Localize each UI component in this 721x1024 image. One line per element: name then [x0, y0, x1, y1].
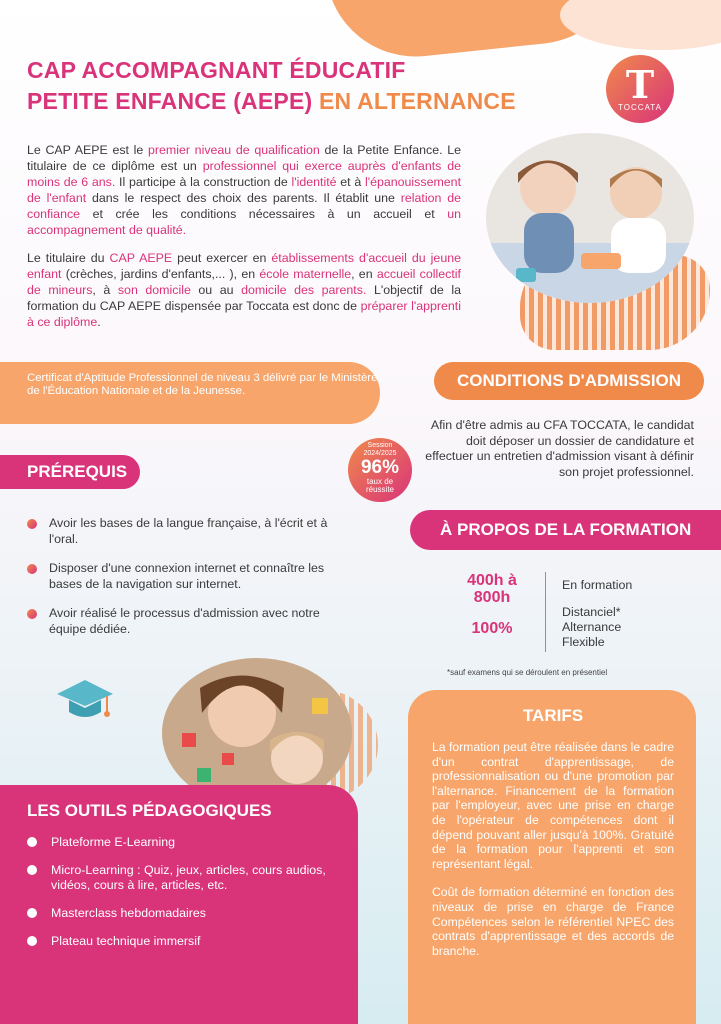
paragraph-segment: CAP AEPE [109, 251, 173, 265]
badge-session: Session [367, 442, 393, 449]
tarifs-title: TARIFS [522, 706, 584, 725]
paragraph-segment: l'épanouissement de l'enfant [27, 175, 462, 205]
paragraph-segment: L'objectif de la formation du CAP AEPE dispensée par Toccata est donc de [27, 283, 461, 313]
intro-paragraph-1 [27, 142, 461, 238]
tarifs-paragraph-1: La formation peut être réalisée dans le cadre d'un contrat d'apprentissage, de professionnalisation ou d'une promotion par l'alternance. Financement de la formation par l'employeur, avec une prise en charge de l'opérateur de compétences dont il dépend pouvant aller jusqu'à 100%. Gratuité de la formation pour l'apprenti et son représentant légal. [432, 740, 674, 871]
footnote: *sauf examens qui se déroulent en présentiel [447, 668, 608, 677]
percent-value: 100% [471, 620, 513, 637]
paragraph-segment: dans le respect des choix des parents. Il établit une [86, 191, 401, 205]
hours-value [452, 572, 532, 606]
paragraph-segment: (crèches, jardins d'enfants,... ), en [61, 267, 260, 281]
outils-title: LES OUTILS PÉDAGOGIQUES [27, 801, 272, 820]
paragraph-segment: ou au [190, 283, 242, 297]
prerequis-item-text: Avoir les bases de la langue française, à l'écrit et à l'oral. [49, 516, 328, 546]
list-item [27, 516, 347, 547]
prerequis-item-text: Disposer d'une connexion internet et connaître les bases de la navigation sur internet. [49, 561, 325, 591]
paragraph-segment: et à [336, 175, 365, 189]
badge-years: 2024/2025 [363, 450, 397, 457]
paragraph-segment: école maternelle [259, 267, 352, 281]
paragraph-segment: et crée les conditions nécessaires à un accueil et [80, 207, 448, 221]
page-title-line2 [27, 88, 516, 115]
mode-item: Flexible [562, 635, 605, 649]
logo-name: TOCCATA [618, 102, 662, 112]
outil-item-text: Plateforme E-Learning [51, 835, 175, 849]
paragraph-segment: l'identité [291, 175, 337, 189]
paragraph-segment: Le titulaire du [27, 251, 110, 265]
modes-list [562, 605, 621, 650]
children-photo [486, 133, 694, 303]
outil-item-text: Plateau technique immersif [51, 934, 201, 948]
paragraph-segment: relation de confiance [27, 191, 461, 221]
list-item [27, 934, 351, 949]
prerequis-list [27, 516, 347, 651]
paragraph-segment: accueil collectif de mineurs [27, 267, 461, 297]
toccata-logo [606, 55, 674, 123]
hours-line1: 400h à [467, 572, 517, 589]
bullet-icon [27, 837, 37, 847]
outil-item-text: Masterclass hebdomadaires [51, 906, 206, 920]
conditions-title: CONDITIONS D'ADMISSION [434, 362, 704, 400]
paragraph-segment: premier niveau de qualification [148, 143, 320, 157]
bullet-icon [27, 564, 37, 574]
badge-rate: 96% [360, 457, 400, 478]
paragraph-segment: , à [92, 283, 118, 297]
paragraph-segment: de la Petite Enfance. Le titulaire de ce diplôme est un [27, 143, 462, 173]
logo-glyph: T [625, 61, 655, 107]
bullet-icon [27, 936, 37, 946]
paragraph-segment: domicile des parents. [241, 283, 367, 297]
paragraph-segment: un accompagnement de qualité. [27, 207, 461, 237]
paragraph-segment: peut exercer en [172, 251, 272, 265]
bullet-icon [27, 865, 37, 875]
paragraph-segment: préparer l'apprenti à ce diplôme [27, 299, 462, 329]
apropos-title: À PROPOS DE LA FORMATION [410, 510, 721, 550]
outil-item-text: Micro-Learning : Quiz, jeux, articles, cours audios, vidéos, cours à lire, articles, etc. [51, 863, 326, 892]
bullet-icon [27, 519, 37, 529]
decorative-blob [560, 0, 721, 50]
intro-paragraph-2 [27, 250, 461, 330]
hours-line2: 800h [473, 589, 511, 606]
bullet-icon [27, 609, 37, 619]
certificate-info: Certificat d'Aptitude Professionnel de niveau 3 délivré par le Ministère de l'Éducation Nationale et de la Jeunesse. [0, 362, 380, 424]
badge-label2: réussite [365, 485, 394, 494]
list-item [27, 835, 351, 850]
outils-section [0, 785, 358, 1024]
graduation-cap-icon [55, 676, 115, 729]
list-item [27, 606, 347, 637]
title-orange-part: EN ALTERNANCE [318, 88, 516, 114]
list-item [27, 561, 347, 592]
paragraph-segment: Le CAP AEPE est le [27, 143, 148, 157]
paragraph-segment: son domicile [117, 283, 191, 297]
paragraph-segment: Il participe à la construction de [115, 175, 292, 189]
title-pink-part: PETITE ENFANCE (AEPE) [27, 88, 313, 114]
divider [545, 572, 546, 652]
badge-label1: taux de [366, 477, 394, 486]
mode-item: Alternance [562, 620, 622, 634]
mode-item: Distanciel* [562, 605, 621, 619]
success-rate-badge [348, 438, 412, 502]
paragraph-segment: établissements d'accueil du jeune enfant [27, 251, 461, 281]
page-title-line1: CAP ACCOMPAGNANT ÉDUCATIF [27, 57, 406, 83]
prerequis-title: PRÉREQUIS [0, 455, 140, 489]
prerequis-item-text: Avoir réalisé le processus d'admission avec notre équipe dédiée. [49, 606, 320, 636]
conditions-text: Afin d'être admis au CFA TOCCATA, le candidat doit déposer un dossier de candidature et effectuer un entretien d'admission visant à définir son projet professionnel. [425, 418, 694, 479]
tarifs-section [408, 690, 696, 1024]
list-item [27, 863, 351, 893]
paragraph-segment: . [97, 315, 101, 329]
hours-label: En formation [562, 578, 633, 592]
tarifs-paragraph-2: Coût de formation déterminé en fonction des niveaux de prise en charge de France Compétences selon le référentiel NPEC des contrats d'apprentissage et des accords de branche. [432, 885, 674, 958]
paragraph-segment: , en [351, 267, 377, 281]
list-item [27, 906, 351, 921]
paragraph-segment: professionnel qui exerce auprès d'enfants de moins de 6 ans. [27, 159, 461, 189]
bullet-icon [27, 908, 37, 918]
